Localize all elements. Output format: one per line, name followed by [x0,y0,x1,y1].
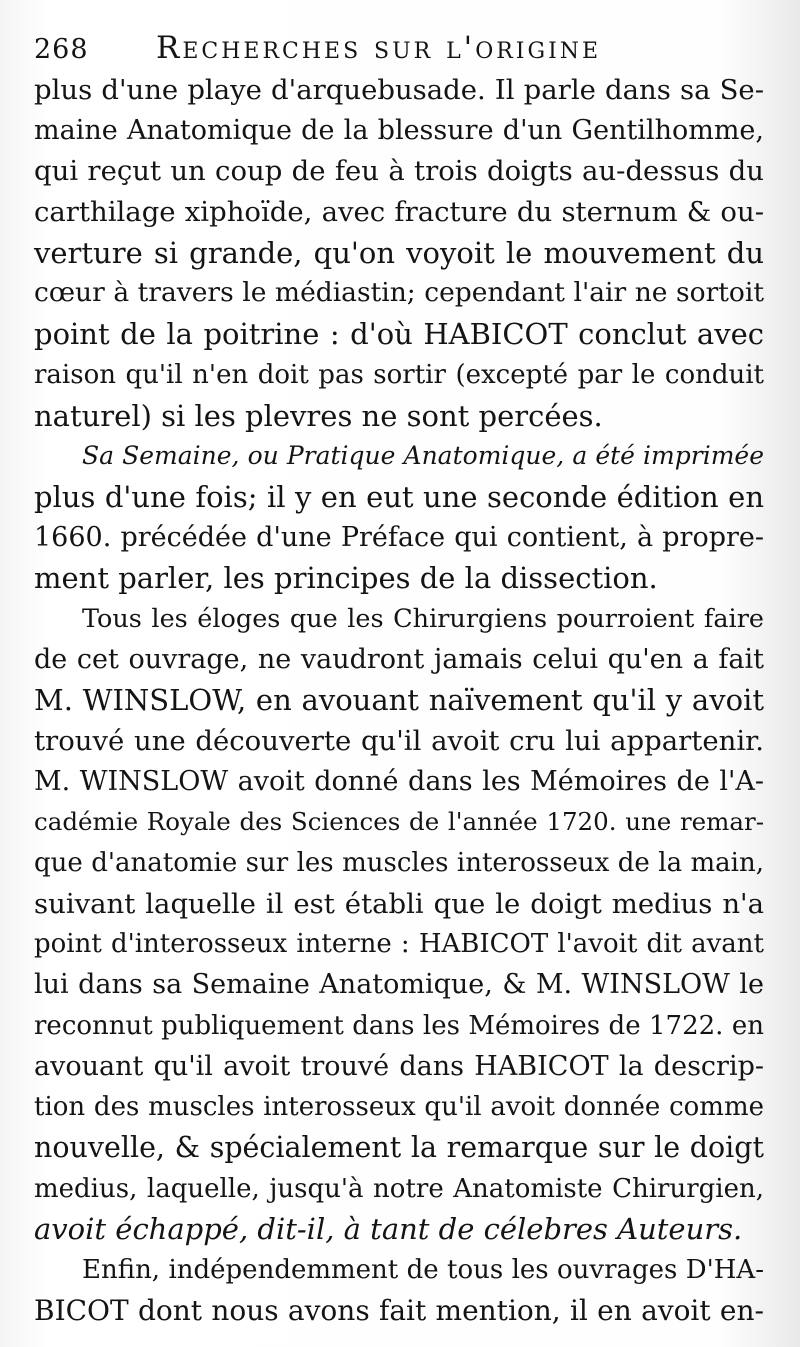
body-text [34,70,764,1331]
text-line-content: 1660. précédée d'une Préface qui contient, à propre- [34,521,764,553]
text-line-content: que d'anatomie sur les muscles interosseux de la main, [34,848,764,879]
text-line [34,680,764,721]
text-line [34,192,764,233]
text-line [34,1047,764,1088]
page-header [34,30,734,74]
text-line-content: plus d'une fois; il y en eut une seconde édition en [34,479,764,514]
text-line-content: cœur à travers le médiastin; cependant l'air ne sortoit [34,277,764,309]
text-line [34,599,764,640]
text-line-content: carthilage xiphoïde, avec fracture du sternum & ou- [34,196,764,229]
text-line [34,70,764,111]
text-line [34,1006,764,1047]
text-line-content: verture si grande, qu'on voyoit le mouvement du [34,235,764,270]
text-line [34,477,764,518]
text-line [34,396,764,437]
running-head: Recherches sur l'origine [156,30,602,66]
text-line-content: Sa Semaine, ou Pratique Anatomique, a été imprimée [82,441,764,471]
text-line [34,1250,764,1291]
text-line [34,273,764,314]
text-line [34,965,764,1006]
text-line [34,111,764,152]
text-line [34,762,764,803]
text-line-content: suivant laquelle il est établi que le doigt medius n'a [34,887,764,920]
text-line-content: point d'interosseux interne : HABICOT l'avoit dit avant [34,929,764,960]
text-line-content: M. WINSLOW, en avouant naïvement qu'il y avoit [34,683,764,718]
text-line [34,884,764,925]
text-line-content: Tous les éloges que les Chirurgiens pourroient faire [82,603,764,634]
text-line [34,802,764,843]
text-line-content: avoit échappé, dit-il, à tant de célebres Auteurs. [34,1212,743,1247]
text-line [34,436,764,477]
text-line-content: ment parler, les principes de la dissection. [34,561,658,596]
text-line [34,151,764,192]
text-line-content: reconnut publiquement dans les Mémoires de 1722. en [34,1010,764,1041]
text-line [34,1169,764,1210]
text-line-content: de cet ouvrage, ne vaudront jamais celui qu'en a fait [34,643,764,675]
text-line-content: M. WINSLOW avoit donné dans les Mémoires de l'A- [34,765,764,797]
text-line [34,721,764,762]
text-line [34,1087,764,1128]
text-line [34,558,764,599]
text-line-content: cadémie Royale des Sciences de l'année 1720. une remar- [34,807,764,837]
text-line-content: lui dans sa Semaine Anatomique, & M. WINSLOW le [34,969,764,1001]
text-line [34,233,764,274]
text-line [34,518,764,559]
text-line [34,924,764,965]
text-line-content: BICOT dont nous avons fait mention, il en avoit en- [34,1293,764,1327]
text-line-content: Enfin, indépendemment de tous les ouvrages D'HA- [82,1254,764,1285]
text-line [34,640,764,681]
text-line-content: tion des muscles interosseux qu'il avoit donnée comme [34,1092,764,1123]
text-line-content: point de la poitrine : d'où HABICOT conclut avec [34,317,764,352]
text-line-content: naturel) si les plevres ne sont percées. [34,398,603,433]
text-line [34,1128,764,1169]
text-line-content: trouvé une découverte qu'il avoit cru lui appartenir. [34,725,764,757]
text-line [34,355,764,396]
text-line-content: qui reçut un coup de feu à trois doigts au-dessus du [34,155,764,188]
text-line-content: nouvelle, & spécialement la remarque sur le doigt [34,1130,764,1164]
text-line [34,314,764,355]
text-line-content: maine Anatomique de la blessure d'un Gentilhomme, [34,114,764,146]
text-line-content: raison qu'il n'en doit pas sortir (excepté par le conduit [34,359,764,390]
text-line-content: medius, laquelle, jusqu'à notre Anatomiste Chirurgien, [34,1173,764,1204]
text-line [34,1209,764,1250]
text-line [34,1291,764,1332]
text-line [34,843,764,884]
text-line-content: avouant qu'il avoit trouvé dans HABICOT la descrip- [34,1050,764,1082]
page-number: 268 [34,34,89,65]
text-line-content: plus d'une playe d'arquebusade. Il parle dans sa Se- [34,74,764,106]
